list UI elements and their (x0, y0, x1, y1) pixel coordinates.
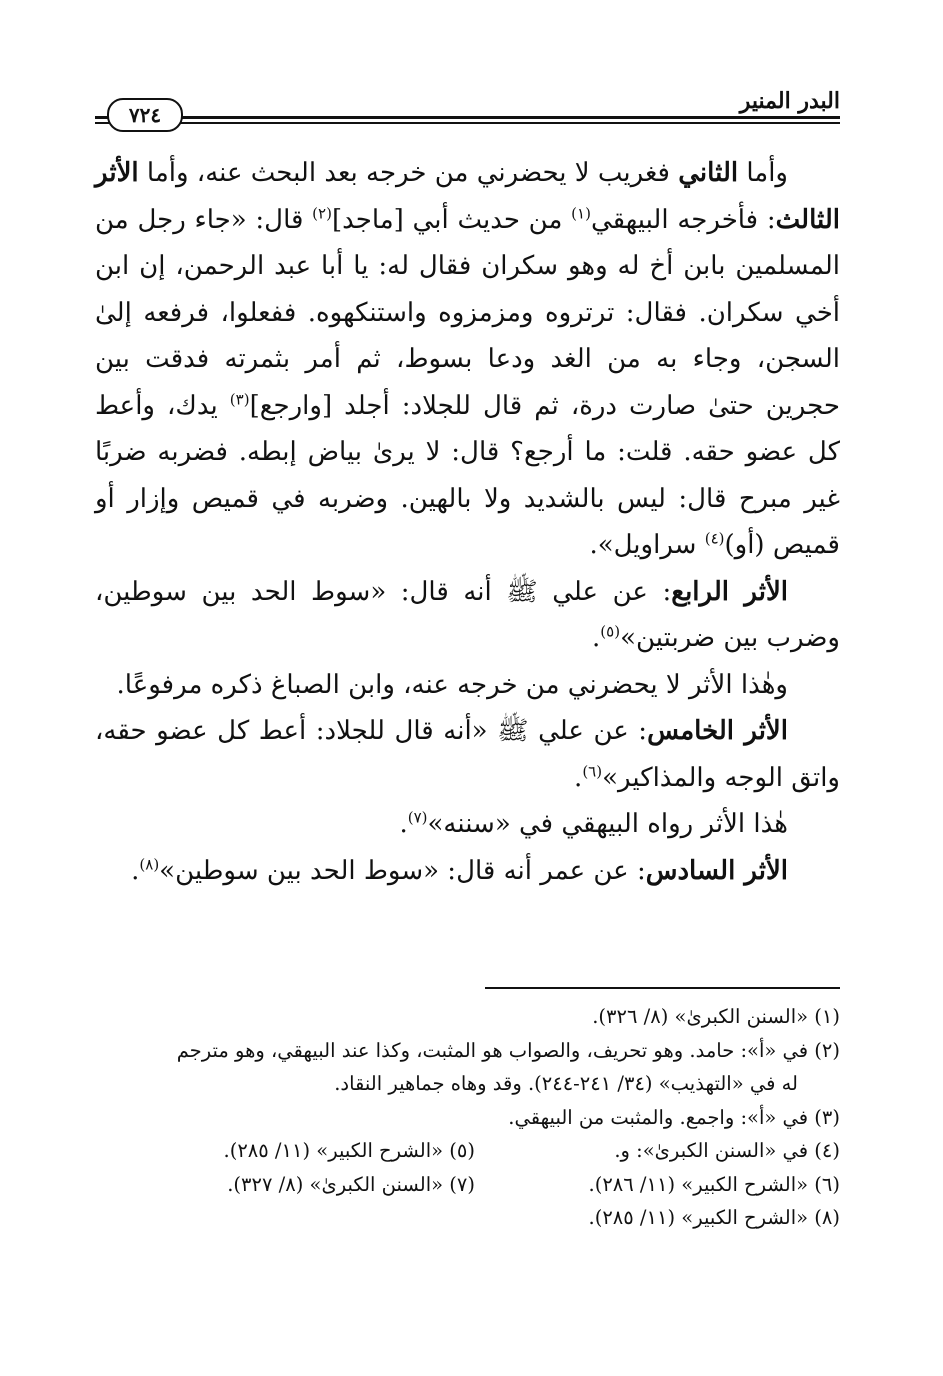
paragraph-2: الأثر الرابع: عن علي ﷺ أنه قال: «سوط الحد بين سوطين، وضرب بين ضربتين»$^{(٥)}$. (95, 576, 840, 653)
footnote-ref: (٥) (600, 622, 621, 641)
footnote-row (95, 1134, 840, 1168)
main-text (95, 150, 840, 894)
page-number: ٧٢٤ (107, 98, 183, 132)
paragraph-3: وهٰذا الأثر لا يحضرني من خرجه عنه، وابن الصباغ ذكره مرفوعًا. (116, 669, 788, 700)
header-title: البدر المنير (739, 88, 840, 114)
header-rule-thick (95, 116, 840, 119)
running-header (95, 88, 840, 128)
footnote-ref: (٧) (407, 808, 428, 827)
footnote-2: (٢) في «أ»: حامد. وهو تحريف، والصواب هو المثبت، وكذا عند البيهقي، وهو مترجم (176, 1038, 840, 1062)
footnote-6: (٦) «الشرح الكبير» (١١/ ٢٨٦). (588, 1172, 840, 1196)
paragraph-1: وأما الثاني فغريب لا يحضرني من خرجه بعد البحث عنه، وأما الأثر الثالث: فأخرجه البيهقي$^{(١)}$ من حديث أبي [ماجد]$^{(٢)}$ قال: «جاء رجل من المسلمين بابن أخ له وهو سكران فقال له: يا أبا عبد الرحمن، إن ابن أخي سكران. فقال: ترتروه ومزمزوه واستنكهوه. ففعلوا، فرفعه إلىٰ السجن، وجاء به من الغد ودعا بسوط، ثم أمر بثمرته فدقت بين حجرين حتىٰ صارت درة، ثم قال للجلاد: أجلد [وارجع]$^{(٣)}$ يدك، وأعط كل عضو حقه. قلت: ما أرجع؟ قال: لا يرىٰ بياض إبطه. فضربه ضربًا غير مبرح قال: ليس بالشديد ولا بالهين. وضربه في قميص وإزار أو قميص (أو)$^{(٤)}$ سراويل». (95, 158, 840, 560)
footnote-4: (٤) في «السنن الكبرىٰ»: و. (614, 1139, 840, 1162)
footnote-ref: (٤) (704, 529, 725, 548)
footnote-8: (٨) «الشرح الكبير» (١١/ ٢٨٥). (588, 1206, 840, 1229)
footnote-3: (٣) في «أ»: واجمع. والمثبت من البيهقي. (508, 1105, 840, 1129)
footnote-separator (485, 987, 840, 989)
footnote-2-continued: له في «التهذيب» (٣٤/ ٢٤١-٢٤٤). وقد وهاه جماهير النقاد. (334, 1072, 798, 1095)
footnote-ref: (٦) (582, 761, 603, 780)
footnote-ref: (١) (571, 203, 591, 222)
header-rule-thin (95, 122, 840, 124)
footnote-ref: (٣) (229, 389, 250, 408)
paragraph-5: هٰذا الأثر رواه البيهقي في «سننه»$^{(٧)}$. (399, 808, 788, 839)
paragraph-4: الأثر الخامس: عن علي ﷺ «أنه قال للجلاد: أعط كل عضو حقه، واتق الوجه والمذاكير»$^{(٦)}$. (95, 716, 840, 793)
footnote-ref: (٨) (139, 854, 160, 873)
footnote-row (95, 1168, 840, 1202)
footnote-ref: (٢) (312, 203, 332, 222)
footnotes (95, 1000, 840, 1235)
paragraph-6: الأثر السادس: عن عمر أنه قال: «سوط الحد بين سوطين»$^{(٨)}$. (131, 854, 788, 886)
footnote-5: (٥) «الشرح الكبير» (١١/ ٢٨٥). (223, 1139, 475, 1162)
footnote-1: (١) «السنن الكبرىٰ» (٨/ ٣٢٦). (592, 1005, 840, 1028)
footnote-7: (٧) «السنن الكبرىٰ» (٨/ ٣٢٧). (227, 1172, 475, 1196)
